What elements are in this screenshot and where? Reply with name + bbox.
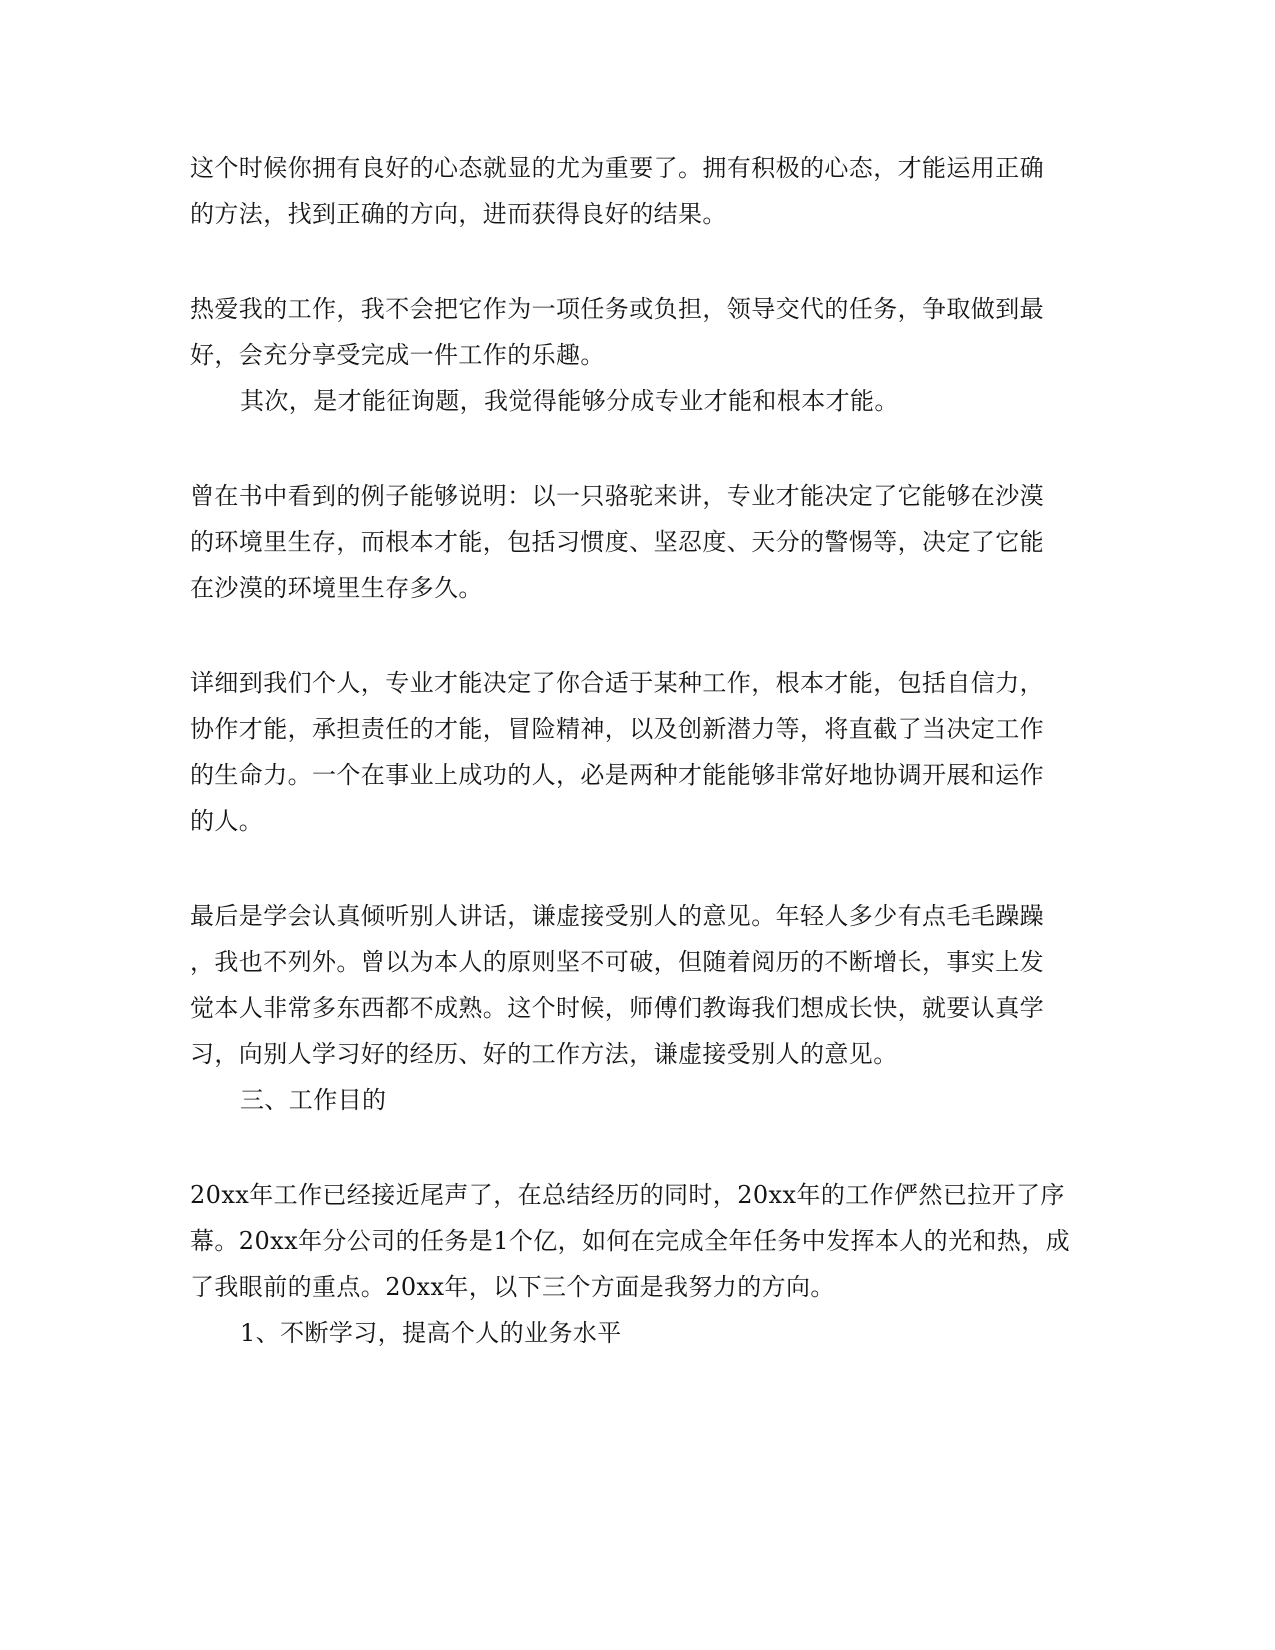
text-line: ，我也不列外。曾以为本人的原则坚不可破，但随着阅历的不断增长，事实上发 [190,948,1044,976]
text-line: 习，向别人学习好的经历、好的工作方法，谦虚接受别人的意见。 [190,1040,898,1068]
text-line: 幕。20xx年分公司的任务是1个亿，如何在完成全年任务中发挥本人的光和热，成 [190,1227,1071,1255]
section-heading: 三、工作目的 [240,1086,387,1114]
text-line: 的环境里生存，而根本才能，包括习惯度、坚忍度、天分的警惕等，决定了它能 [190,528,1044,556]
text-line: 详细到我们个人，专业才能决定了你合适于某种工作，根本才能，包括自信力， [190,669,1044,697]
text-line: 的生命力。一个在事业上成功的人，必是两种才能能够非常好地协调开展和运作 [190,761,1044,789]
text-line: 协作才能，承担责任的才能，冒险精神，以及创新潜力等，将直截了当决定工作 [190,715,1044,743]
text-line: 这个时候你拥有良好的心态就显的尤为重要了。拥有积极的心态，才能运用正确 [190,154,1044,182]
text-line: 好，会充分享受完成一件工作的乐趣。 [190,341,605,369]
text-line: 曾在书中看到的例子能够说明：以一只骆驼来讲，专业才能决定了它能够在沙漠 [190,482,1044,510]
list-item-heading: 1、不断学习，提高个人的业务水平 [240,1319,622,1347]
text-line: 20xx年工作已经接近尾声了，在总结经历的同时，20xx年的工作俨然已拉开了序 [190,1181,1065,1209]
text-line: 觉本人非常多东西都不成熟。这个时候，师傅们教诲我们想成长快，就要认真学 [190,994,1044,1022]
text-line: 在沙漠的环境里生存多久。 [190,574,483,602]
text-line: 最后是学会认真倾听别人讲话，谦虚接受别人的意见。年轻人多少有点毛毛躁躁 [190,902,1044,930]
text-line: 的人。 [190,807,264,835]
text-line: 了我眼前的重点。20xx年，以下三个方面是我努力的方向。 [190,1273,835,1301]
text-line: 热爱我的工作，我不会把它作为一项任务或负担，领导交代的任务，争取做到最 [190,295,1044,323]
text-line: 的方法，找到正确的方向，进而获得良好的结果。 [190,200,727,228]
text-line: 其次，是才能征询题，我觉得能够分成专业才能和根本才能。 [240,387,899,415]
